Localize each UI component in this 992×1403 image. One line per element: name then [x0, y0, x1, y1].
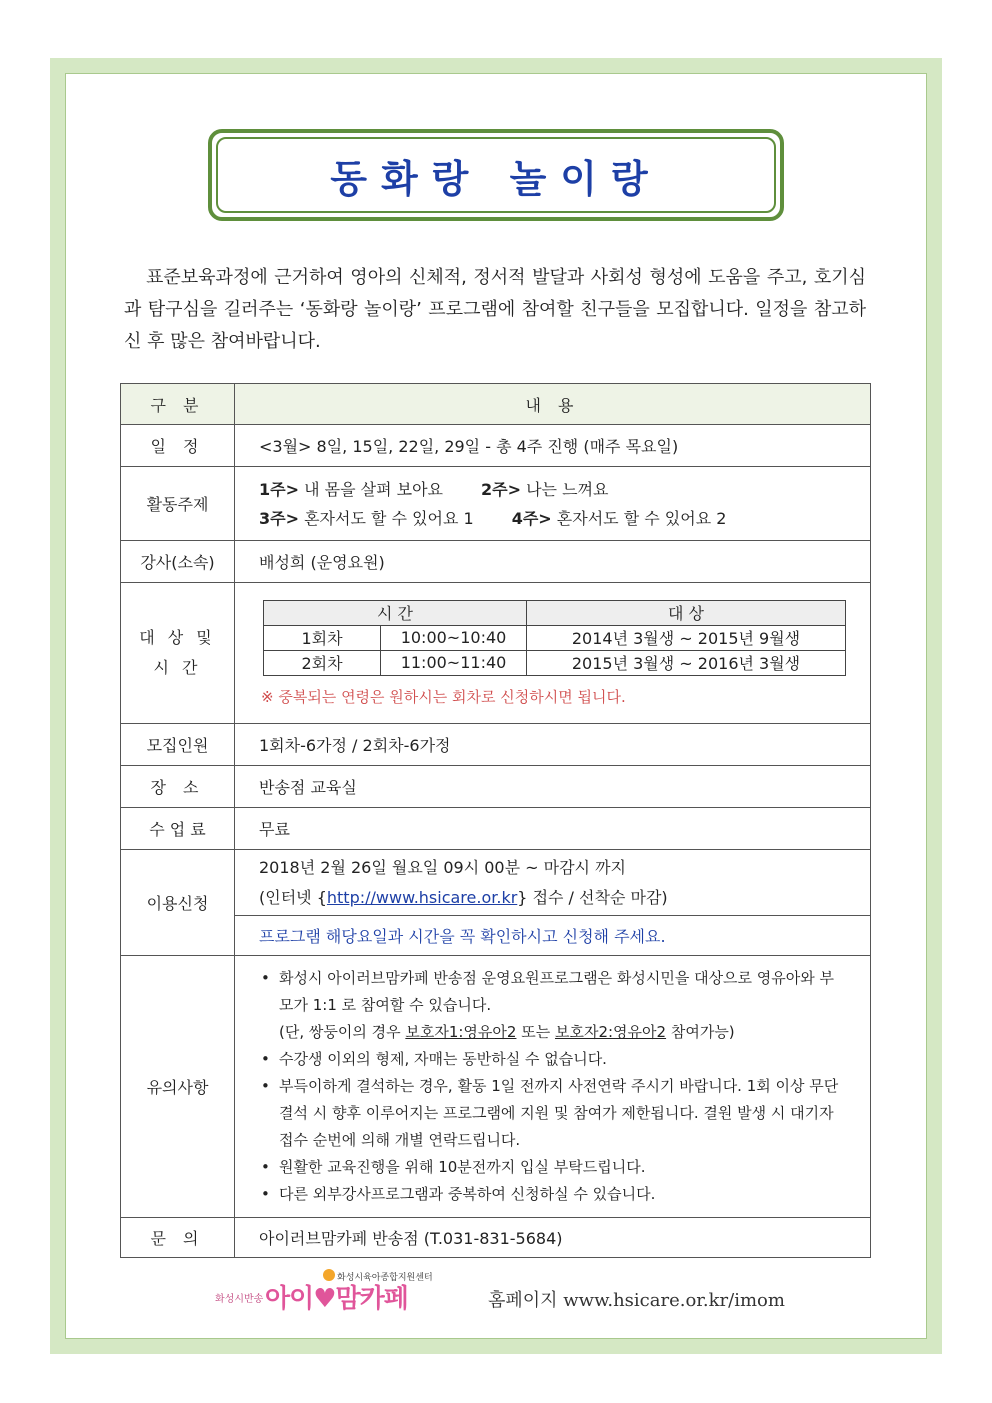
homepage-link[interactable]: http://www.hsicare.or.kr — [326, 887, 518, 907]
schedule-value: <3월> 8일, 15일, 22일, 29일 - 총 4주 진행 (매주 목요일) — [235, 425, 871, 467]
title-box — [208, 129, 784, 221]
topics-label: 활동주제 — [121, 467, 235, 541]
logo-small-text: 화성시반송 — [215, 1294, 264, 1305]
logo-org-text: 화성시육아종합지원센터 — [337, 1273, 433, 1283]
fee-value: 무료 — [235, 808, 871, 850]
target-label-line1: 대 상 및 — [139, 628, 216, 647]
apply-method: (인터넷 {http://www.hsicare.or.kr} 접수 / 선착순 마감) — [259, 887, 668, 907]
logo-main-text: 아이♥맘카페 — [265, 1284, 408, 1314]
target-label-line2: 시 간 — [153, 658, 202, 677]
fee-label: 수 업 료 — [121, 808, 235, 850]
place-label: 장 소 — [150, 778, 205, 797]
subtable-header-time: 시 간 — [377, 604, 413, 623]
apply-period: 2018년 2월 26일 월요일 09시 00분 ~ 마감시 까지 — [259, 857, 626, 877]
instructor-label: 강사(소속) — [121, 541, 235, 583]
notice-item: • 원활한 교육진행을 위해 10분전까지 입실 부탁드립니다. — [261, 1154, 846, 1181]
recruit-label: 모집인원 — [121, 724, 235, 766]
footer-homepage: 홈페이지 www.hsicare.or.kr/imom — [488, 1290, 785, 1311]
apply-reminder: 프로그램 해당요일과 시간을 꼭 확인하시고 신청해 주세요. — [235, 916, 871, 956]
instructor-value: 배성희 (운영요원) — [235, 541, 871, 583]
session-row-1: 1회차 10:00~10:40 2014년 3월생 ~ 2015년 9월생 — [264, 625, 846, 650]
header-category: 구 분 — [150, 395, 205, 415]
notice-item: • 수강생 이외의 형제, 자매는 동반하실 수 없습니다. — [261, 1046, 846, 1073]
notice-item: • 다른 외부강사프로그램과 중복하여 신청하실 수 있습니다. — [261, 1181, 846, 1208]
contact-value: 아이러브맘카페 반송점 (T.031-831-5684) — [235, 1218, 871, 1258]
cafe-logo — [215, 1268, 435, 1318]
intro-paragraph: 표준보육과정에 근거하여 영아의 신체적, 정서적 발달과 사회성 형성에 도움을 주고, 호기심과 탐구심을 길러주는 ‘동화랑 놀이랑’ 프로그램에 참여할 친구들을 모집합니다. 일정을 참고하신 후 많은 참여바랍니다. — [124, 267, 866, 352]
info-table — [120, 383, 871, 1258]
notice-list — [261, 965, 846, 1208]
topics-value: 1주> 내 몸을 살펴 보아요 2주> 나는 느껴요 3주> 혼자서도 할 수 있어요 1 4주> 혼자서도 할 수 있어요 2 — [235, 467, 871, 541]
place-value: 반송점 교육실 — [235, 766, 871, 808]
contact-label: 문 의 — [150, 1229, 205, 1248]
target-subtable — [263, 600, 846, 676]
subtable-header-target: 대 상 — [668, 604, 704, 623]
apply-label: 이용신청 — [121, 850, 235, 956]
session-row-2: 2회차 11:00~11:40 2015년 3월생 ~ 2016년 3월생 — [264, 650, 846, 675]
notice-item: • 화성시 아이러브맘카페 반송점 운영요원프로그램은 화성시민을 대상으로 영유아와 부모가 1:1 로 참여할 수 있습니다. (단, 쌍둥이의 경우 보호자1:영유아2 또는 보호자2:영유아2 참여가능) — [261, 965, 846, 1046]
page-title: 동화랑 놀이랑 — [330, 156, 662, 201]
recruit-value: 1회차-6가정 / 2회차-6가정 — [235, 724, 871, 766]
header-content: 내 용 — [525, 395, 580, 415]
duplicate-age-note: ※ 중복되는 연령은 원하시는 회차로 신청하시면 됩니다. — [261, 687, 626, 706]
notice-item: • 부득이하게 결석하는 경우, 활동 1일 전까지 사전연락 주시기 바랍니다. 1회 이상 무단결석 시 향후 이루어지는 프로그램에 지원 및 참여가 제한됩니다. 결원 발생 시 대기자 접수 순번에 의해 개별 연락드립니다. — [261, 1073, 846, 1154]
notice-label: 유의사항 — [121, 956, 235, 1218]
schedule-label: 일 정 — [150, 437, 205, 456]
